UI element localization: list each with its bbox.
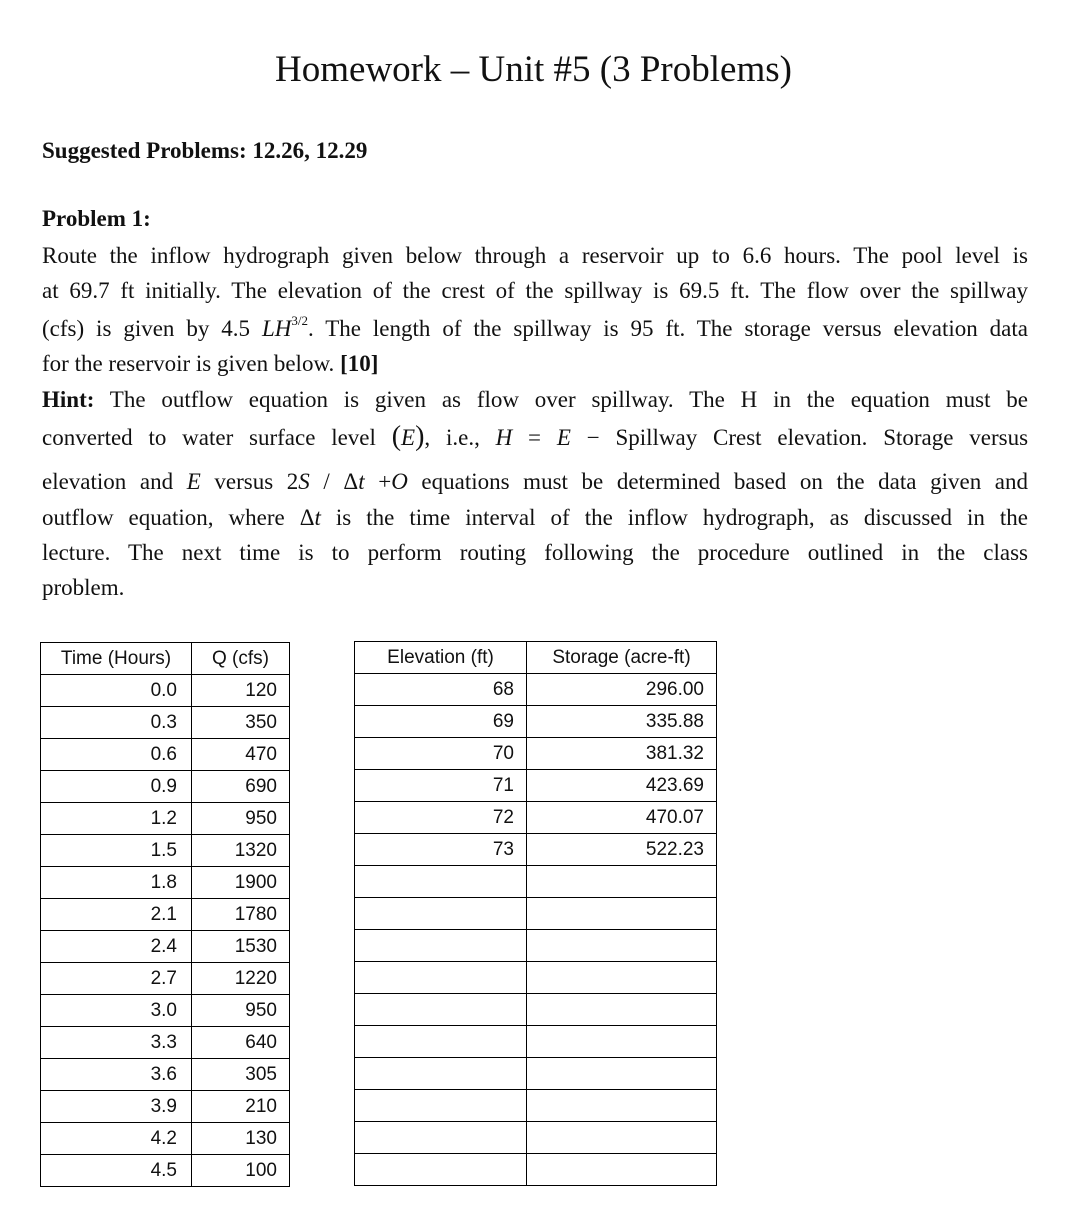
storage-cell: 381.32: [527, 738, 717, 770]
hydrograph-row: [41, 835, 290, 867]
hydrograph-row: [41, 867, 290, 899]
hydrograph-cell: 1900: [192, 867, 290, 899]
hydrograph-cell: 950: [192, 803, 290, 835]
storage-row: [355, 802, 717, 834]
storage-cell: 69: [355, 706, 527, 738]
points-label: [10]: [340, 351, 379, 376]
storage-cell: 71: [355, 770, 527, 802]
hint-line-1: [42, 382, 1028, 417]
hydrograph-cell: 1.8: [41, 867, 192, 899]
storage-row: [355, 994, 717, 1026]
hydrograph-row: [41, 995, 290, 1027]
storage-row: [355, 1122, 717, 1154]
storage-cell: [355, 1026, 527, 1058]
hydrograph-cell: 1320: [192, 835, 290, 867]
problem-1-line-2: at 69.7 ft initially. The elevation of the crest of the spillway is 69.5 ft. The flow over the spillway: [42, 278, 1028, 303]
hydrograph-cell: 3.0: [41, 995, 192, 1027]
storage-cell: 73: [355, 834, 527, 866]
problem-1-line-1: Route the inflow hydrograph given below through a reservoir up to 6.6 hours. The pool level is: [42, 243, 1028, 268]
storage-cell: [355, 1090, 527, 1122]
storage-row: [355, 898, 717, 930]
hydrograph-cell: 470: [192, 739, 290, 771]
storage-row: [355, 930, 717, 962]
hydrograph-cell: 0.6: [41, 739, 192, 771]
storage-header: Storage (acre-ft): [527, 642, 717, 674]
storage-elevation-table: [354, 641, 717, 1186]
s-symbol: S: [298, 469, 310, 494]
storage-cell: [527, 866, 717, 898]
storage-row: [355, 1154, 717, 1186]
line-3-start: (cfs) is given by 4.5: [42, 316, 251, 341]
storage-cell: 296.00: [527, 674, 717, 706]
line-3-end: . The length of the spillway is 95 ft. The storage versus elevation data: [307, 316, 1028, 341]
storage-row: [355, 1058, 717, 1090]
storage-cell: [527, 1058, 717, 1090]
hydrograph-row: [41, 1091, 290, 1123]
hydrograph-cell: 2.7: [41, 963, 192, 995]
hint-line-3-e: equations must be determined based on the data given and: [421, 469, 1029, 494]
page-title: Homework – Unit #5 (3 Problems): [275, 49, 792, 90]
hydrograph-cell: 0.0: [41, 675, 192, 707]
storage-cell: [527, 1154, 717, 1186]
hydrograph-cell: 950: [192, 995, 290, 1027]
storage-cell: [355, 962, 527, 994]
hydrograph-cell: 2.4: [41, 931, 192, 963]
storage-row: [355, 834, 717, 866]
problem-1-line-3: [42, 311, 1028, 349]
hydrograph-cell: 3.6: [41, 1059, 192, 1091]
hydrograph-row: [41, 675, 290, 707]
hydrograph-cell: 1780: [192, 899, 290, 931]
hydrograph-cell: 4.2: [41, 1123, 192, 1155]
hydrograph-row: [41, 771, 290, 803]
hint-line-1-text: The outflow equation is given as flow over spillway. The H in the equation must be: [109, 387, 1028, 412]
hydrograph-row: [41, 803, 290, 835]
e-symbol-3: E: [186, 469, 201, 494]
hydrograph-row: [41, 1059, 290, 1091]
storage-cell: [355, 898, 527, 930]
storage-cell: [527, 1026, 717, 1058]
storage-cell: [527, 1122, 717, 1154]
hydrograph-cell: 350: [192, 707, 290, 739]
hint-line-2-d: − Spillway Crest elevation. Storage versus: [586, 425, 1029, 450]
hydrograph-cell: 640: [192, 1027, 290, 1059]
hydrograph-row: [41, 1123, 290, 1155]
storage-row: [355, 1090, 717, 1122]
hydrograph-cell: 0.3: [41, 707, 192, 739]
h-symbol: H: [495, 425, 513, 450]
hydrograph-row: [41, 1155, 290, 1187]
hydrograph-cell: 120: [192, 675, 290, 707]
hint-line-3-b: versus 2: [214, 469, 299, 494]
storage-row: [355, 674, 717, 706]
storage-cell: 423.69: [527, 770, 717, 802]
storage-row: [355, 1026, 717, 1058]
hydrograph-cell: 2.1: [41, 899, 192, 931]
exponent: 3/2: [291, 313, 308, 328]
hint-line-4-a: outflow equation, where Δ: [42, 505, 315, 530]
inflow-hydrograph-table: [40, 642, 290, 1187]
storage-cell: [527, 898, 717, 930]
flow-header: Q (cfs): [192, 643, 290, 675]
storage-cell: [355, 1154, 527, 1186]
hydrograph-row: [41, 1027, 290, 1059]
o-symbol: O: [391, 469, 408, 494]
hint-line-4: [42, 500, 1028, 535]
hint-line-2-b: , i.e.,: [424, 425, 480, 450]
storage-cell: 522.23: [527, 834, 717, 866]
storage-cell: 68: [355, 674, 527, 706]
hydrograph-row: [41, 899, 290, 931]
hydrograph-cell: 305: [192, 1059, 290, 1091]
hydrograph-cell: 130: [192, 1123, 290, 1155]
storage-cell: 72: [355, 802, 527, 834]
hydrograph-cell: 1.2: [41, 803, 192, 835]
hydrograph-row: [41, 963, 290, 995]
storage-cell: 470.07: [527, 802, 717, 834]
hydrograph-row: [41, 707, 290, 739]
storage-cell: [355, 866, 527, 898]
t-symbol-2: t: [314, 505, 321, 530]
hint-line-3: [42, 464, 1028, 499]
hint-line-4-b: is the time interval of the inflow hydrograph, as discussed in the: [335, 505, 1028, 530]
hint-line-3-c: / Δ: [323, 469, 359, 494]
e-symbol-2: E: [556, 425, 571, 450]
hydrograph-cell: 1220: [192, 963, 290, 995]
storage-cell: [527, 994, 717, 1026]
storage-row: [355, 866, 717, 898]
equals-sign: =: [528, 425, 542, 450]
elevation-header: Elevation (ft): [355, 642, 527, 674]
storage-cell: 70: [355, 738, 527, 770]
hint-label: Hint:: [42, 387, 95, 412]
storage-row: [355, 770, 717, 802]
hydrograph-cell: 1.5: [41, 835, 192, 867]
suggested-problems: Suggested Problems: 12.26, 12.29: [42, 138, 368, 163]
hydrograph-row: [41, 739, 290, 771]
hint-line-5: lecture. The next time is to perform routing following the procedure outlined in the class: [42, 540, 1028, 565]
storage-cell: [355, 930, 527, 962]
storage-row: [355, 738, 717, 770]
lh-term: LH: [261, 316, 292, 341]
line-4-text: for the reservoir is given below.: [42, 351, 335, 376]
hydrograph-cell: 100: [192, 1155, 290, 1187]
problem-1-line-4: [42, 346, 1028, 381]
storage-row: [355, 962, 717, 994]
storage-cell: 335.88: [527, 706, 717, 738]
time-header: Time (Hours): [41, 643, 192, 675]
storage-cell: [527, 930, 717, 962]
hydrograph-cell: 4.5: [41, 1155, 192, 1187]
hydrograph-cell: 1530: [192, 931, 290, 963]
storage-cell: [355, 1122, 527, 1154]
plus-sign: +: [378, 469, 392, 494]
storage-row: [355, 706, 717, 738]
hydrograph-cell: 210: [192, 1091, 290, 1123]
storage-cell: [355, 994, 527, 1026]
hydrograph-row: [41, 931, 290, 963]
e-symbol: E: [401, 425, 416, 450]
hydrograph-cell: 3.3: [41, 1027, 192, 1059]
hint-line-3-a: elevation and: [42, 469, 174, 494]
t-symbol: t: [358, 469, 365, 494]
hydrograph-cell: 690: [192, 771, 290, 803]
storage-cell: [527, 1090, 717, 1122]
hint-line-6: problem.: [42, 575, 125, 600]
hydrograph-cell: 3.9: [41, 1091, 192, 1123]
storage-cell: [527, 962, 717, 994]
storage-cell: [355, 1058, 527, 1090]
hint-line-2: converted to water surface level (E), i.e., H = E − Spillway Crest elevation. Storage versus: [42, 421, 1029, 452]
hint-line-2-a: converted to water surface level: [42, 425, 376, 450]
problem-1-heading: Problem 1:: [42, 206, 151, 231]
hydrograph-cell: 0.9: [41, 771, 192, 803]
